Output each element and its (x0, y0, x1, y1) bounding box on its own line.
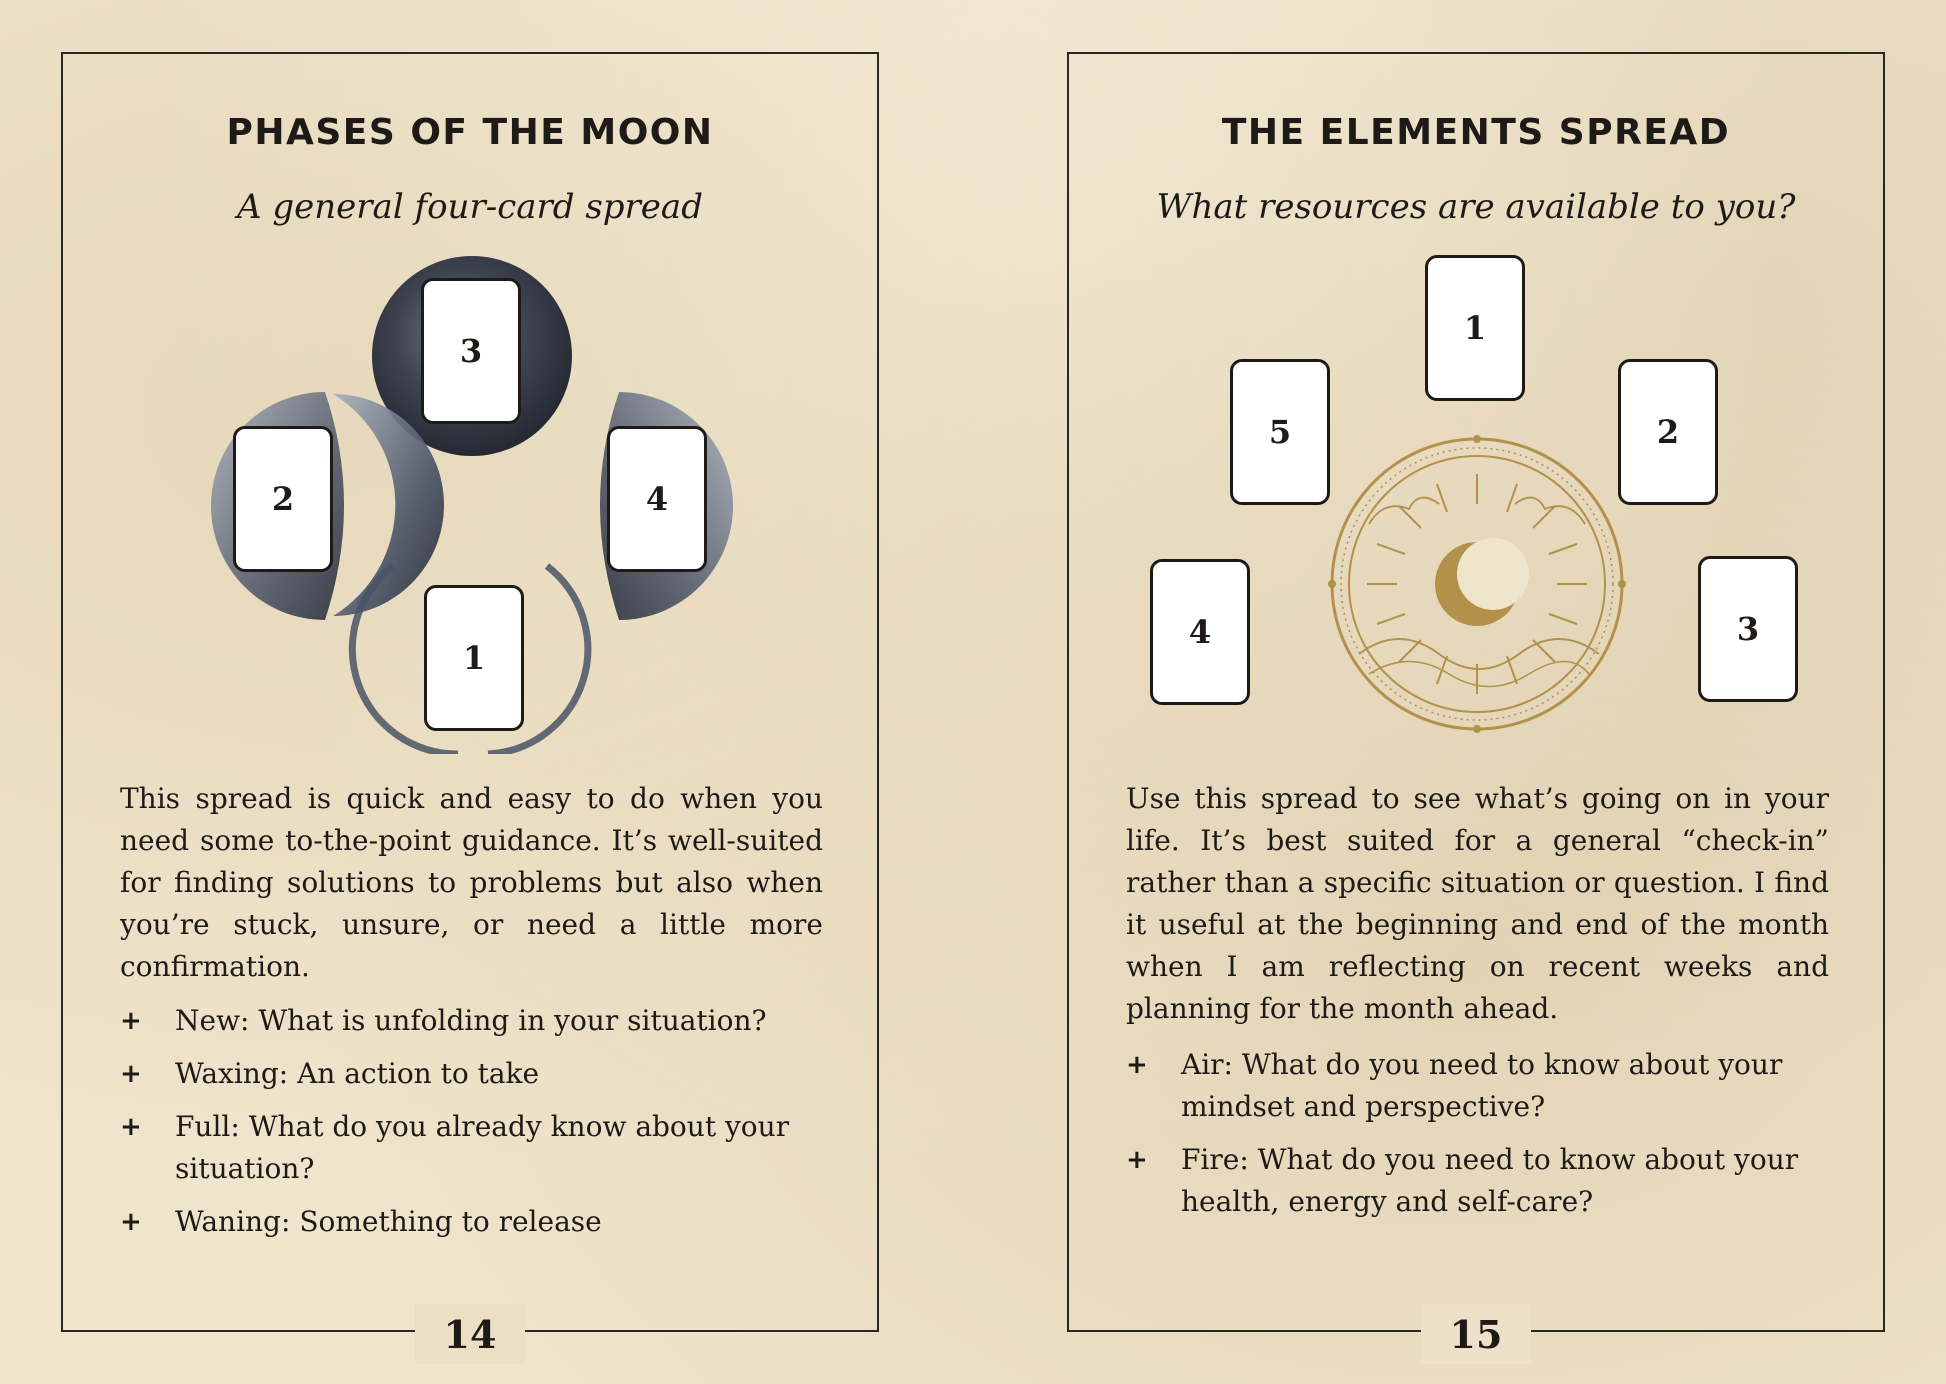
body-paragraph: Use this spread to see what’s going on in your life. It’s best suited for a general “check-in” rather than a specific situation or question. I find it useful at the beginning and end of the month when I am reflecting on recent weeks and planning for the month ahead. (1126, 782, 1829, 1025)
bullet-list (1126, 1044, 1829, 1234)
spread-card-1: 1 (424, 585, 524, 731)
page-subtitle: What resources are available to you? (1156, 187, 1796, 227)
spread-card-4: 4 (607, 426, 707, 572)
list-item (120, 1106, 823, 1190)
page-number: 14 (443, 1311, 497, 1357)
page-number-box (1421, 1304, 1531, 1364)
list-item-text: Full: What do you already know about your situation? (175, 1110, 790, 1185)
spread-card-3: 3 (421, 278, 521, 424)
right-page (1067, 52, 1885, 1357)
plus-icon: + (120, 1207, 142, 1237)
spread-card-2: 2 (1618, 359, 1718, 505)
plus-icon: + (1126, 1145, 1148, 1175)
plus-icon: + (120, 1006, 142, 1036)
page-title: PHASES OF THE MOON (226, 112, 714, 153)
plus-icon: + (120, 1112, 142, 1142)
list-item (1126, 1139, 1829, 1223)
left-page (61, 52, 879, 1357)
spread-card-4: 4 (1150, 559, 1250, 705)
page-number: 15 (1449, 1311, 1503, 1357)
list-item (1126, 1044, 1829, 1128)
body-paragraph: This spread is quick and easy to do when you need some to-the-point guidance. It’s well-suited for finding solutions to problems but also when you’re stuck, unsure, or need a little more confirmation. (120, 782, 823, 983)
spread-card-2: 2 (233, 426, 333, 572)
list-item-text: Air: What do you need to know about your mindset and perspective? (1181, 1048, 1783, 1123)
list-item-text: Fire: What do you need to know about your health, energy and self-care? (1181, 1143, 1799, 1218)
plus-icon: + (120, 1059, 142, 1089)
bullet-list (120, 1000, 823, 1254)
list-item (120, 1053, 823, 1095)
moon-spread (63, 54, 881, 754)
page-subtitle: A general four-card spread (237, 187, 703, 227)
list-item-text: Waning: Something to release (175, 1205, 602, 1238)
spread-card-1: 1 (1425, 255, 1525, 401)
page-title: THE ELEMENTS SPREAD (1221, 112, 1731, 153)
page-number-box (415, 1304, 525, 1364)
spread-card-5: 5 (1230, 359, 1330, 505)
list-item-text: Waxing: An action to take (175, 1057, 540, 1090)
list-item (120, 1201, 823, 1243)
list-item (120, 1000, 823, 1042)
list-item-text: New: What is unfolding in your situation? (175, 1004, 767, 1037)
spread-card-3: 3 (1698, 556, 1798, 702)
plus-icon: + (1126, 1050, 1148, 1080)
elements-spread (1069, 54, 1887, 754)
